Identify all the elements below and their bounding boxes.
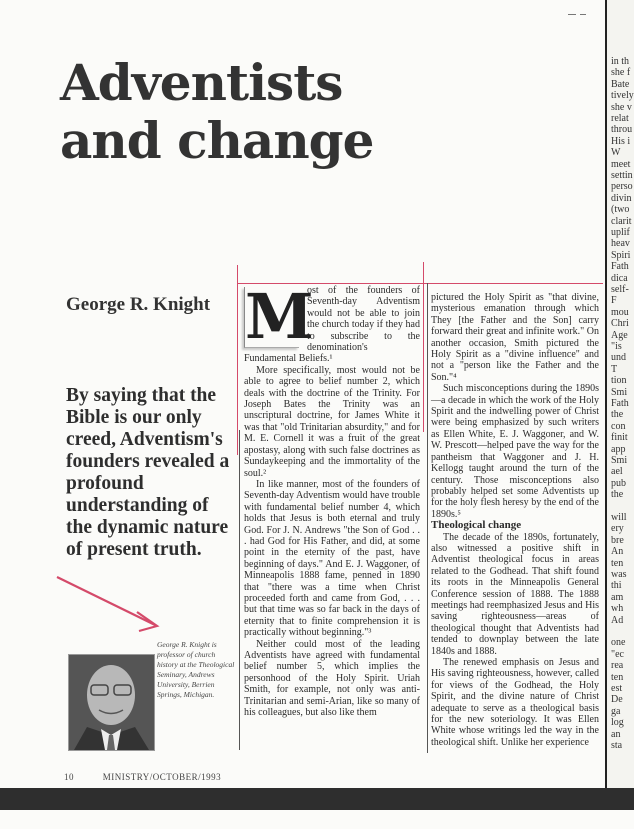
paragraph: The renewed emphasis on Jesus and His saving righteousness, however, called for views of the Godhead, the Holy Spirit, and the divine nature of Christ adequate to serve as a theological basis for the new soteriology. It was Ellen White whose writings led the way in the theological shift. Unlike her experience — [431, 657, 599, 748]
next-page-text-fragment: con — [611, 420, 626, 432]
scan-mark — [568, 14, 576, 15]
next-page-text-fragment: settin — [611, 170, 633, 181]
section-subhead: Theological change — [431, 519, 522, 532]
next-page-text-fragment: Spiri — [611, 249, 631, 261]
next-page-text-fragment: tively — [611, 90, 634, 102]
article-column-1 — [244, 280, 420, 719]
next-page-text-fragment: und — [611, 352, 626, 364]
page-number: 10 — [64, 772, 74, 782]
paragraph: Such misconceptions during the 1890s—a decade in which the work of the Holy Spirit and the indwelling power of Christ were being emphasized by such writers as Ellen White, E. J. Waggoner, and W. W. Prescott—helped pave the way for the pantheism that Waggoner and J. H. Kellogg taught around the turn of the century. Those misconceptions also probably helped set some Adventists up for the holy flesh heresy by the end of the 1890s.⁵ — [431, 383, 599, 520]
next-page-text-fragment: the — [611, 489, 624, 501]
next-page-text-fragment: an — [611, 728, 621, 740]
scan-shadow-band — [0, 788, 634, 810]
publication-line: MINISTRY/OCTOBER/1993 — [102, 772, 222, 782]
next-page-text-fragment: ten — [611, 557, 624, 569]
next-page-text-fragment: will — [611, 512, 627, 523]
drop-cap: M — [245, 280, 314, 353]
column-rule — [427, 283, 428, 753]
title-line-2: and change — [60, 111, 374, 170]
next-page-text-fragment: ga — [611, 705, 621, 717]
article-title — [60, 54, 380, 170]
paragraph: The decade of the 1890s, fortunately, also witnessed a positive shift in Adventist theological focus in areas related to the Godhead. That shift found its roots in the Minneapolis General Conference session of 1888. The 1888 meetings had reemphasized Jesus and His saving righteousness—areas of theological thought that Adventists had tended to downplay between the late 1840s and 1888. — [431, 531, 599, 657]
next-page-text-fragment: meet — [611, 158, 631, 170]
next-page-text-fragment: "ec — [611, 648, 624, 660]
next-page-text-fragment: pub — [611, 477, 626, 489]
next-page-text-fragment: Fath — [611, 261, 629, 273]
page-footer — [64, 772, 221, 782]
author-portrait-icon — [69, 655, 154, 750]
next-page-text-fragment: the — [611, 409, 624, 421]
next-page-text-fragment: heav — [611, 238, 630, 250]
article-deck: By saying that the Bible is our only creed, Adventism's founders revealed a profound understanding of the dynamic nature of present truth. — [66, 385, 230, 560]
next-page-text-fragment: in th — [611, 56, 630, 67]
next-page-text-fragment: tion — [611, 375, 627, 387]
next-page-text-fragment: log — [611, 717, 624, 729]
next-page-text-fragment: rea — [611, 660, 624, 672]
next-page-text-fragment: uplif — [611, 227, 630, 238]
next-page-text-fragment: (two — [611, 204, 630, 216]
next-page-text-fragment: relat — [611, 113, 629, 124]
scan-mark — [580, 14, 586, 15]
next-page-edge — [605, 0, 634, 788]
next-page-text-fragment: am — [611, 591, 624, 603]
next-page-text-fragment: ten — [611, 671, 624, 683]
next-page-text-fragment: she f — [611, 67, 631, 79]
next-page-text-fragment: was — [611, 569, 627, 580]
next-page-text-fragment: Fath — [611, 398, 629, 409]
next-page-text-fragment: An — [611, 546, 624, 558]
next-page-text-fragment: Bate — [611, 78, 630, 90]
paragraph: M ost of the founders of Seventh-day Adventism would not be able to join the church today if they had to subscribe to the denomination's Fundamental Beliefs.¹ — [244, 280, 420, 365]
next-page-text-fragment: clarit — [611, 215, 632, 227]
author-photo — [68, 654, 155, 751]
next-page-text-fragment: De — [611, 694, 623, 706]
next-page-text-fragment: self- — [611, 284, 629, 295]
paragraph: Neither could most of the leading Adventists have agreed with fundamental belief number 5, which implies the personhood of the Holy Spirit. Uriah Smith, for example, not only was anti-Trinitarian and semi-Arian, like so many of his colleagues, but also like them — [244, 638, 420, 719]
next-page-text-fragment: wh — [611, 603, 624, 615]
next-page-text-fragment: Chri — [611, 318, 629, 330]
next-page-text-fragment: Age — [611, 329, 628, 341]
next-page-text-fragment: W — [611, 147, 621, 159]
next-page-text-fragment: divin — [611, 192, 632, 204]
next-page-text-fragment: sta — [611, 740, 623, 751]
next-page-text-fragment: dica — [611, 272, 628, 284]
author-caption: George R. Knight is professor of church history at the Theological Seminary, Andrews University, Berrien Springs, Michigan. — [157, 640, 235, 699]
title-line-1: Adventists — [60, 53, 343, 112]
paragraph: More specifically, most would not be able to agree to belief number 2, which deals with the doctrine of the Trinity. For Joseph Bates the Trinity was an unscriptural doctrine, for James White it was that "old Trinitarian absurdity," and for M. E. Cornell it was a fruit of the great apostasy, along with such false doctrines as Sundaykeeping and the immortality of the soul.² — [244, 364, 420, 479]
author-byline: George R. Knight — [66, 294, 211, 315]
next-page-text-fragment: perso — [611, 181, 633, 193]
next-page-text-fragment: est — [611, 683, 623, 694]
next-page-text-fragment: thi — [611, 580, 622, 592]
annotation-line — [237, 265, 238, 455]
next-page-text-fragment: finit — [611, 432, 628, 444]
next-page-text-fragment: bre — [611, 534, 624, 546]
paragraph: pictured the Holy Spirit as "that divine, mysterious emanation through which They [the Father and the Son] carry forward their great and infinite work." On another occasion, Smith pictured the Holy Spirit as a "divine influence" and not a "person like the Father and the Son."⁴ — [431, 292, 599, 383]
annotation-arrow-icon — [55, 575, 165, 650]
next-page-text-fragment: Smi — [611, 386, 628, 398]
paragraph: In like manner, most of the founders of Seventh-day Adventism would have trouble with fundamental belief number 4, which holds that Jesus is both eternal and truly God. For J. N. Andrews "the Son of God . . . had God for His Father, and did, at some point in the eternity of the past, have beginning of days." And E. J. Waggoner, of Minneapolis 1888 fame, penned in 1890 that "there was a time when Christ proceeded forth and came from God, . . . but that time was so far back in the days of eternity that to finite comprehension it is practically without beginning."³ — [244, 478, 420, 639]
next-page-text-fragment: His i — [611, 135, 631, 147]
next-page-text-fragment: throu — [611, 124, 633, 136]
next-page-text-fragment: she v — [611, 101, 632, 113]
next-page-text-fragment: "is — [611, 341, 622, 352]
next-page-text-fragment: mou — [611, 306, 629, 318]
annotation-line — [423, 262, 424, 432]
next-page-text-fragment: T — [611, 363, 618, 375]
next-page-text-fragment: Smi — [611, 455, 628, 466]
next-page-text-fragment: one — [611, 637, 626, 649]
next-page-text-fragment: F — [611, 295, 617, 307]
next-page-text-fragment: ael — [611, 466, 623, 478]
article-column-2 — [431, 292, 599, 748]
next-page-text-fragment: app — [611, 443, 626, 455]
next-page-text-fragment: Ad — [611, 614, 624, 626]
column-rule — [239, 430, 240, 750]
next-page-text-fragment: ery — [611, 523, 624, 535]
